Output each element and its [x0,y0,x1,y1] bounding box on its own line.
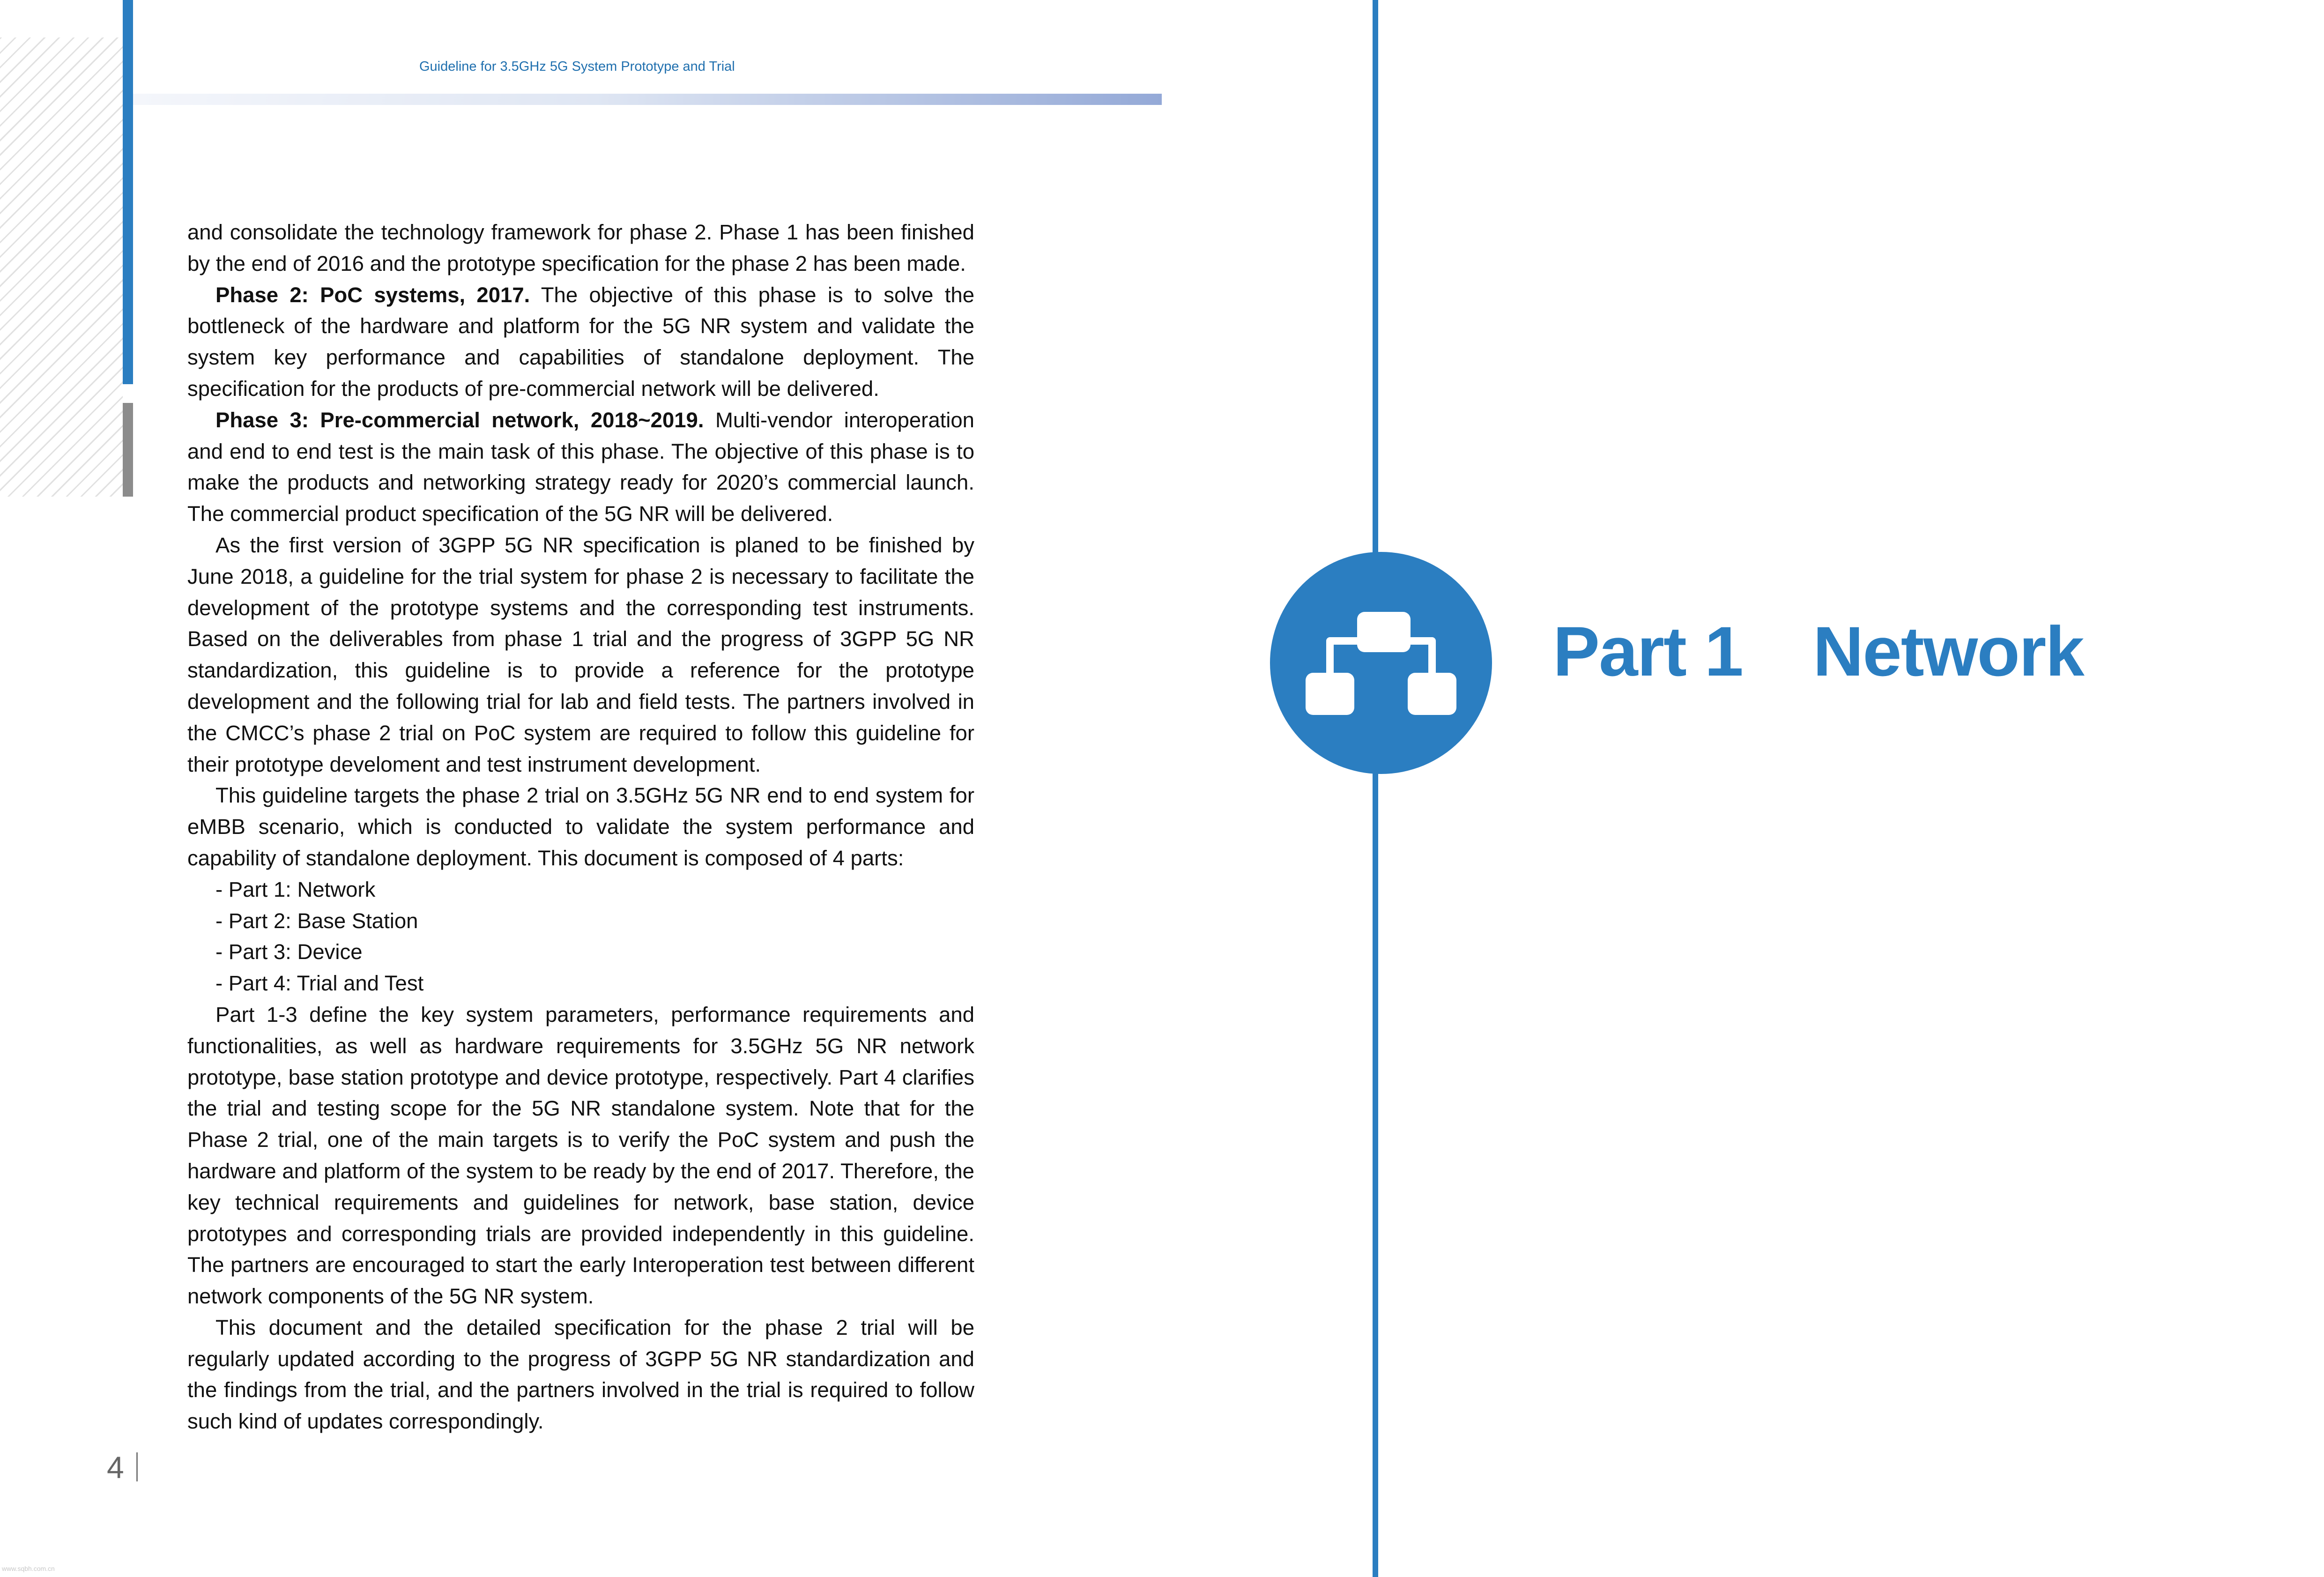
phase-3-text: Multi-vendor interoperation and end to end test is the main task of this phase. The objective of this phase is to make the products and networking strategy ready for 2020’s commercial launch. The commercial product specification of the 5G NR will be delivered. [187,408,974,526]
list-item: - Part 3: Device [215,940,363,964]
page-number: 4 [107,1450,124,1485]
hatch-decoration [0,37,123,497]
list-item: - Part 2: Base Station [215,908,418,933]
page-spine-line [1373,0,1378,1577]
paragraph: and consolidate the technology framework for phase 2. Phase 1 has been finished by the end of 2016 and the prototype specification for the phase 2 has been made. [187,220,974,275]
part-name: Network [1812,612,2084,691]
section-icon-badge [1270,552,1492,774]
paragraph: As the first version of 3GPP 5G NR specification is planed to be finished by June 2018, a guideline for the trial system for phase 2 is necessary to facilitate the development of the prototype systems and the corresponding test instruments. Based on the deliverables from phase 1 trial and the progress of 3GPP 5G NR standardization, this guideline is to provide a reference for the prototype development and the following trial for lab and field tests. The partners involved in the CMCC’s phase 2 trial on PoC system are required to follow this guideline for their prototype develoment and test instrument development. [187,533,974,776]
list-item: - Part 4: Trial and Test [215,971,424,996]
header-gradient-rule [133,94,1162,105]
left-accent-bar-gray [123,403,133,497]
list-item: - Part 1: Network [215,877,376,901]
paragraph: This guideline targets the phase 2 trial on 3.5GHz 5G NR end to end system for eMBB scenario, which is conducted to validate the system performance and capability of standalone deployment. This document is composed of 4 parts: [187,783,974,870]
paragraph: Part 1-3 define the key system parameters, performance requirements and functionalities, as well as hardware requirements for 3.5GHz 5G NR network prototype, base station prototype and device prototype, respectively. Part 4 clarifies the trial and testing scope for the 5G NR standalone system. Note that for the Phase 2 trial, one of the main targets is to verify the PoC system and push the hardware and platform of the system to be ready by the end of 2017. Therefore, the key technical requirements and guidelines for network, base station, device prototypes and corresponding trials are provided independently in this guideline. The partners are encouraged to start the early Interoperation test between different network components of the 5G NR system. [187,1002,974,1309]
body-text [187,217,974,1437]
running-header: Guideline for 3.5GHz 5G System Prototype and Trial [419,59,735,74]
paragraph-phase-3 [187,405,974,530]
section-title [1553,609,2084,693]
watermark: www.sqbh.com.cn [2,1565,55,1572]
phase-3-heading: Phase 3: Pre-commercial network, 2018~2019. [215,408,704,432]
left-accent-bar [123,0,133,384]
page-number-divider [136,1452,138,1481]
part-label: Part 1 [1553,612,1743,691]
network-hierarchy-icon [1270,552,1492,774]
phase-2-text: The objective of this phase is to solve the bottleneck of the hardware and platform for the 5G NR system and validate the system key performance and capabilities of standalone deployment. The specification for the products of pre-commercial network will be delivered. [187,283,975,401]
phase-2-heading: Phase 2: PoC systems, 2017. [215,283,530,307]
paragraph: This document and the detailed specification for the phase 2 trial will be regularly updated according to the progress of 3GPP 5G NR standardization and the findings from the trial, and the partners involved in the trial is required to follow such kind of updates correspondingly. [187,1315,974,1434]
paragraph-phase-2 [187,280,974,405]
